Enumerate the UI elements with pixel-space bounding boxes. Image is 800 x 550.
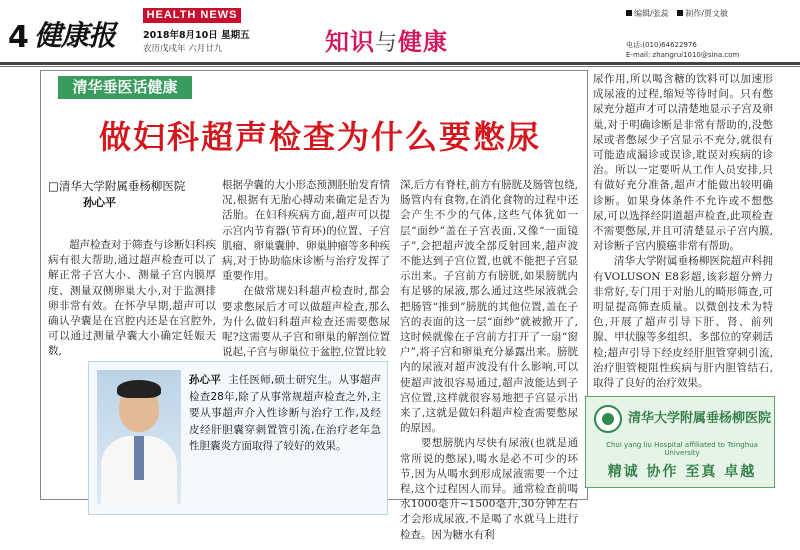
health-news-badge: HEALTH NEWS [143, 8, 241, 23]
author-photo [97, 370, 181, 504]
contact-info [626, 40, 739, 60]
bio-text: 主任医师,硕士研究生。从事超声检查28年,除了从事常规超声检查之外,主要从事超声介入性诊断与治疗工作,及经皮经肝胆囊穿刺置管引流,在治疗老年急性胆囊炎方面取得了较好的效果。 [189, 374, 382, 452]
author-bio [189, 372, 381, 455]
page-header [0, 0, 800, 66]
paragraph: 深,后方有脊柱,前方有膀胱及肠管包绕,肠管内有食物,在消化食物的过程中还会产生不少的气体,这些气体犹如一层“面纱”盖在子宫表面,又像“一面镜子”,会把超声波全部反射回来,超声波不能达到子宫位置,也就不能把子宫显示出来。子宫前方有膀胱,如果膀胱内有足够的尿液,那么通过这些尿液就会把肠管“推到”膀胱的其他位置,盖在子宫的表面的这一层“面纱”就被掀开了,这时候就像在子宫前方打开了一扇“窗户”,将子宫和卵巢充分暴露出来。膀胱内的尿液对超声波没有什么影响,可以使超声波很容易通过,超声波能达到子宫位置,这样就很容易地把子宫显示出来了,这就是做妇科超声检查需要憋尿的原因。 [400, 179, 579, 435]
hospital-slogan: 精诚 协作 至真 卓越 [607, 464, 757, 480]
lunar-date: 农历戊戌年 六月廿九 [143, 44, 223, 54]
contact-email: E-mail: zhangrui1010@sina.com [626, 51, 740, 59]
editor-credits: 编辑/张蕊 制作/贾文敏 [626, 8, 734, 19]
section-title: 知识与健康 [325, 28, 449, 56]
author-name: 孙心平 [83, 196, 116, 209]
square-bullet-icon [677, 10, 683, 16]
hospital-english-name: Chui yang liu Hospital affiliated to Tsinghua University [606, 441, 758, 457]
paragraph: 超声检查对于筛查与诊断妇科疾病有很大帮助,通过超声检查可以了解正常子宫大小、测量子宫内膜厚度、测量双侧卵巢大小,对于监测排卵非常有效。在怀孕早期,超声可以确认孕囊是在宫腔内还是在宫腔外,可以通过测量孕囊大小确定妊娠天数, [48, 239, 216, 358]
article-headline: 做妇科超声检查为什么要憋尿 [98, 118, 541, 156]
page-number: 4 [8, 20, 29, 55]
paragraph: 清华大学附属垂杨柳医院超声科拥有VOLUSON E8彩超,该彩超分辨力非常好,专门用于对胎儿的畸形筛查,可明显提高筛查质量。以微创技术为特色,开展了超声引导下肝、肾、前列腺、甲状腺等多组织、多部位的穿刺活检;超声引导下经皮经肝胆管穿刺引流,治疗胆管梗阻性疾病与肝内胆管结石,取得了良好的治疗效果。 [593, 255, 773, 390]
hospital-logo-icon [594, 405, 622, 433]
column-banner: 清华垂医话健康 [58, 76, 192, 99]
article-column-3 [400, 178, 578, 543]
paragraph: 要想膀胱内尽快有尿液(也就是通常所说的憋尿),喝水是必不可少的环节,因为从喝水到形成尿液需要一个过程,这个过程因人而异。通常检查前喝水1000毫升~1500毫升,30分钟左右才会形成尿液,不是喝了水就马上进行检查。因为糖水有利 [400, 437, 578, 541]
paragraph: 尿作用,所以喝含糖的饮料可以加速形成尿液的过程,缩短等待时间。只有憋尿充分超声才可以清楚地显示子宫及卵巢,对于明确诊断是非常有帮助的,没憋尿或者憋尿少子宫显示不充分,就很有可能造成漏诊或误诊,耽误对疾病的诊治。所以一定要听从工作人员安排,只有做好充分准备,超声才能做出较明确诊断。如果身体条件不允许或不想憋尿,可以选择经阴道超声检查,此项检查不需要憋尿,并且可清楚显示子宫内膜,对诊断子宫内膜癌非常有帮助。 [593, 73, 773, 253]
hospital-name: 清华大学附属垂杨柳医院 [628, 411, 772, 426]
article-column-2 [222, 178, 390, 360]
article-column-1 [48, 238, 216, 360]
issue-date: 2018年8月10日 星期五 [143, 30, 250, 41]
author-bio-box [88, 361, 388, 515]
header-rule-thin [0, 66, 800, 67]
paper-name: 健康报 [34, 19, 116, 52]
byline: □清华大学附属垂杨柳医院 [48, 179, 186, 193]
square-bullet-icon [626, 10, 632, 16]
contact-phone: 电话:(010)64622976 [626, 41, 697, 49]
header-rule [0, 62, 800, 65]
paragraph: 根据孕囊的大小形态预测胚胎发育情况,根据有无胎心搏动来确定是否为活胎。在妇科疾病方面,超声可以提示宫内节育器(节育环)的位置、子宫肌瘤、卵巢囊肿、卵巢肿瘤等多种疾病,对于协助临床诊断与治疗发挥了重要作用。 [222, 179, 390, 283]
bio-name: 孙心平 [189, 374, 222, 386]
article-column-4 [593, 72, 773, 391]
hospital-ad [585, 396, 775, 488]
paragraph: 在做常规妇科超声检查时,都会要求憋尿后才可以做超声检查,那么为什么做妇科超声检查还需要憋尿呢?这需要从子宫和卵巢的解剖位置说起,子宫与卵巢位于盆腔,位置比较 [222, 285, 390, 359]
